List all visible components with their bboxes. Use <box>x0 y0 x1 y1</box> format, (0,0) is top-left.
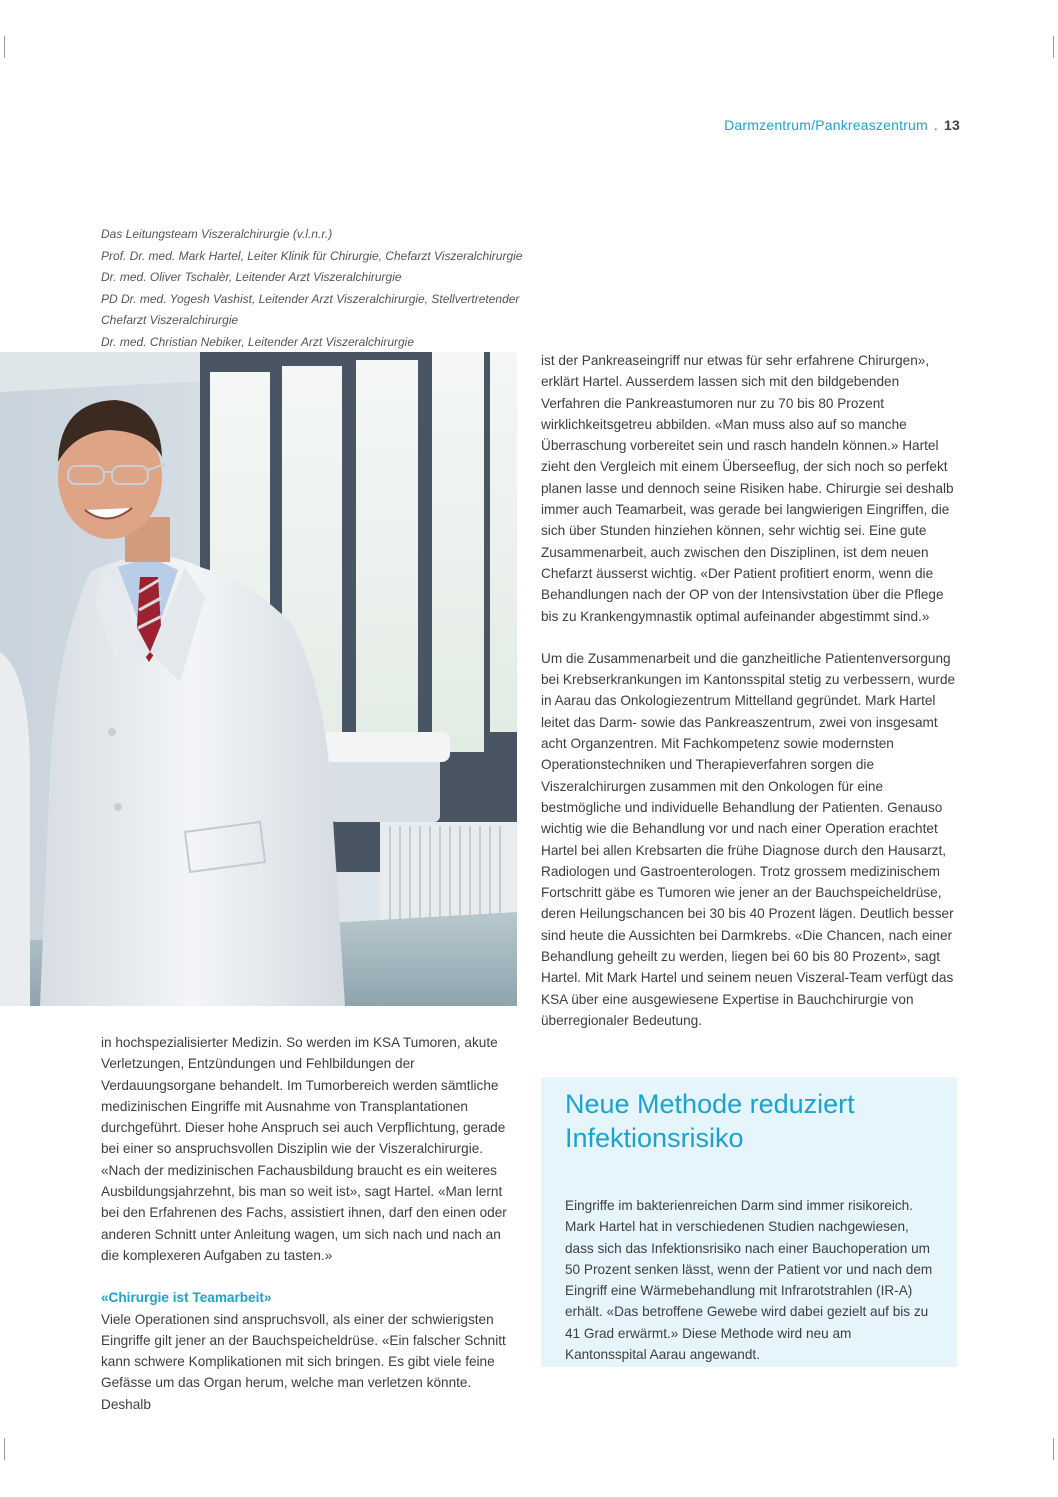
caption-line: PD Dr. med. Yogesh Vashist, Leitender Arzt Viszeralchirurgie, Stellvertretender <box>101 291 520 306</box>
right-column <box>541 350 959 1031</box>
running-header <box>724 117 960 133</box>
info-box-title: Neue Methode reduziert Infektionsrisiko <box>565 1089 855 1153</box>
left-paragraph-1: in hochspezialisierter Medizin. So werden im KSA Tumoren, akute Verletzungen, Entzündungen und Fehlbildungen der Verdauungsorgane behandelt. Im Tumorbereich werden sämtliche medizinischen Eingriffe mit Ausnahme von Transplantationen durchgeführt. Dieser hohe Anspruch sei auch Verpflichtung, gerade bei einer so anspruchsvollen Disziplin wie der Viszeralchirurgie. «Nach der medizinischen Fachausbildung braucht es ein weiteres Ausbildungsjahrzehnt, bis man so weit ist», sagt Hartel. «Man lernt bei den Erfahrenen des Fachs, assistiert ihnen, darf den einen oder anderen Schnitt unter Anleitung wagen, um sich nach und nach an die komplexeren Aufgaben zu tasten.» <box>101 1035 507 1263</box>
crop-mark-top-right <box>1053 36 1054 58</box>
caption-line: Prof. Dr. med. Mark Hartel, Leiter Klinik für Chirurgie, Chefarzt Viszeralchirurgie <box>101 248 523 263</box>
right-paragraph-2: Um die Zusammenarbeit und die ganzheitliche Patientenversorgung bei Krebserkrankungen im Kantonsspital stetig zu verbessern, wurde in Aarau das Onkologiezentrum Mittelland gegründet. Mark Hartel leitet das Darm- sowie das Pankreaszentrum, zwei von insgesamt acht Organzentren. Mit Fachkompetenz sowie modernsten Operationstechniken und Therapieverfahren sorgen die Viszeralchirurgen zusammen mit den Onkologen für eine bestmögliche und individuelle Behandlung der Patienten. Genauso wichtig wie die Behandlung vor und nach einer Operation erachtet Hartel bei allen Krebsarten die frühe Diagnose durch den Hausarzt, Radiologen und Gastroenterologen. Trotz grossem medizinischem Fortschritt gäbe es Tumoren wie jener an der Bauchspeicheldrüse, deren Heilungschancen bei 30 bis 40 Prozent lägen. Deutlich besser sind heute die Aussichten bei Darmkrebs. «Die Chancen, nach einer Behandlung geheilt zu werden, liegen bei 60 bis 80 Prozent», sagt Hartel. Mit Mark Hartel und seinem neuen Viszeral-Team verfügt das KSA über eine ausgewiesene Expertise in Bauchchirurgie von überregionaler Bedeutung. <box>541 650 956 1028</box>
header-separator: . <box>933 117 939 133</box>
info-box <box>541 1077 957 1367</box>
caption-line: Dr. med. Oliver Tschalèr, Leitender Arzt Viszeralchirurgie <box>101 270 402 285</box>
info-box-body: Eingriffe im bakterienreichen Darm sind immer risikoreich. Mark Hartel hat in verschiedenen Studien nachgewiesen, dass sich das Infektionsrisiko nach einer Bauchoperation um 50 Prozent senken lässt, wenn der Patient vor und nach dem Eingriff eine Wärmebehandlung mit Infrarotstrahlen (IR-A) erhält. «Das betroffene Gewebe wird dabei gezielt auf bis zu 41 Grad erwärmt.» Diese Methode wird neu am Kantonsspital Aarau angewandt. <box>565 1198 933 1363</box>
left-column <box>101 1032 519 1415</box>
crop-mark-bottom-right <box>1053 1438 1054 1460</box>
team-photo <box>0 352 517 1006</box>
crop-mark-top-left <box>4 36 5 58</box>
page-number: 13 <box>944 117 960 133</box>
crop-mark-bottom-left <box>4 1438 5 1460</box>
photo-caption <box>101 224 531 354</box>
caption-line: Das Leitungsteam Viszeralchirurgie (v.l.n.r.) <box>101 227 333 241</box>
section-subheading: «Chirurgie ist Teamarbeit» <box>101 1290 272 1306</box>
right-paragraph-1: ist der Pankreaseingriff nur etwas für sehr erfahrene Chirurgen», erklärt Hartel. Ausserdem lassen sich mit den bildgebenden Verfahren die Pankreastumoren nur zu 70 bis 80 Prozent wirklichkeitsgetreu abbilden. «Man muss also auf so manche Überraschung vorbereitet sein und rasch handeln können.» Hartel zieht den Vergleich mit einem Überseeflug, der sich noch so perfekt planen lasse und dennoch seine Risiken habe. Chirurgie sei deshalb immer auch Teamarbeit, was gerade bei langwierigen Eingriffen, die sich über Stunden hinziehen können, sehr wichtig sei. Eine gute Zusammenarbeit, auch zwischen den Disziplinen, ist dem neuen Chefarzt äusserst wichtig. «Der Patient profitiert enorm, wenn die Behandlungen nach der OP von der Intensivstation über die Pflege bis zu Krankengymnastik optimal aufeinander abgestimmt sind.» <box>541 353 954 624</box>
header-section-title: Darmzentrum/Pankreaszentrum <box>724 117 928 133</box>
caption-line: Chefarzt Viszeralchirurgie <box>101 313 239 328</box>
left-paragraph-2: Viele Operationen sind anspruchsvoll, als einer der schwierigsten Eingriffe gilt jener an der Bauchspeicheldrüse. «Ein falscher Schnitt kann schwere Komplikationen mit sich bringen. Es gibt viele feine Gefässe um das Organ herum, welche man verletzen könnte. Deshalb <box>101 1311 506 1412</box>
caption-line: Dr. med. Christian Nebiker, Leitender Arzt Viszeralchirurgie <box>101 334 415 349</box>
